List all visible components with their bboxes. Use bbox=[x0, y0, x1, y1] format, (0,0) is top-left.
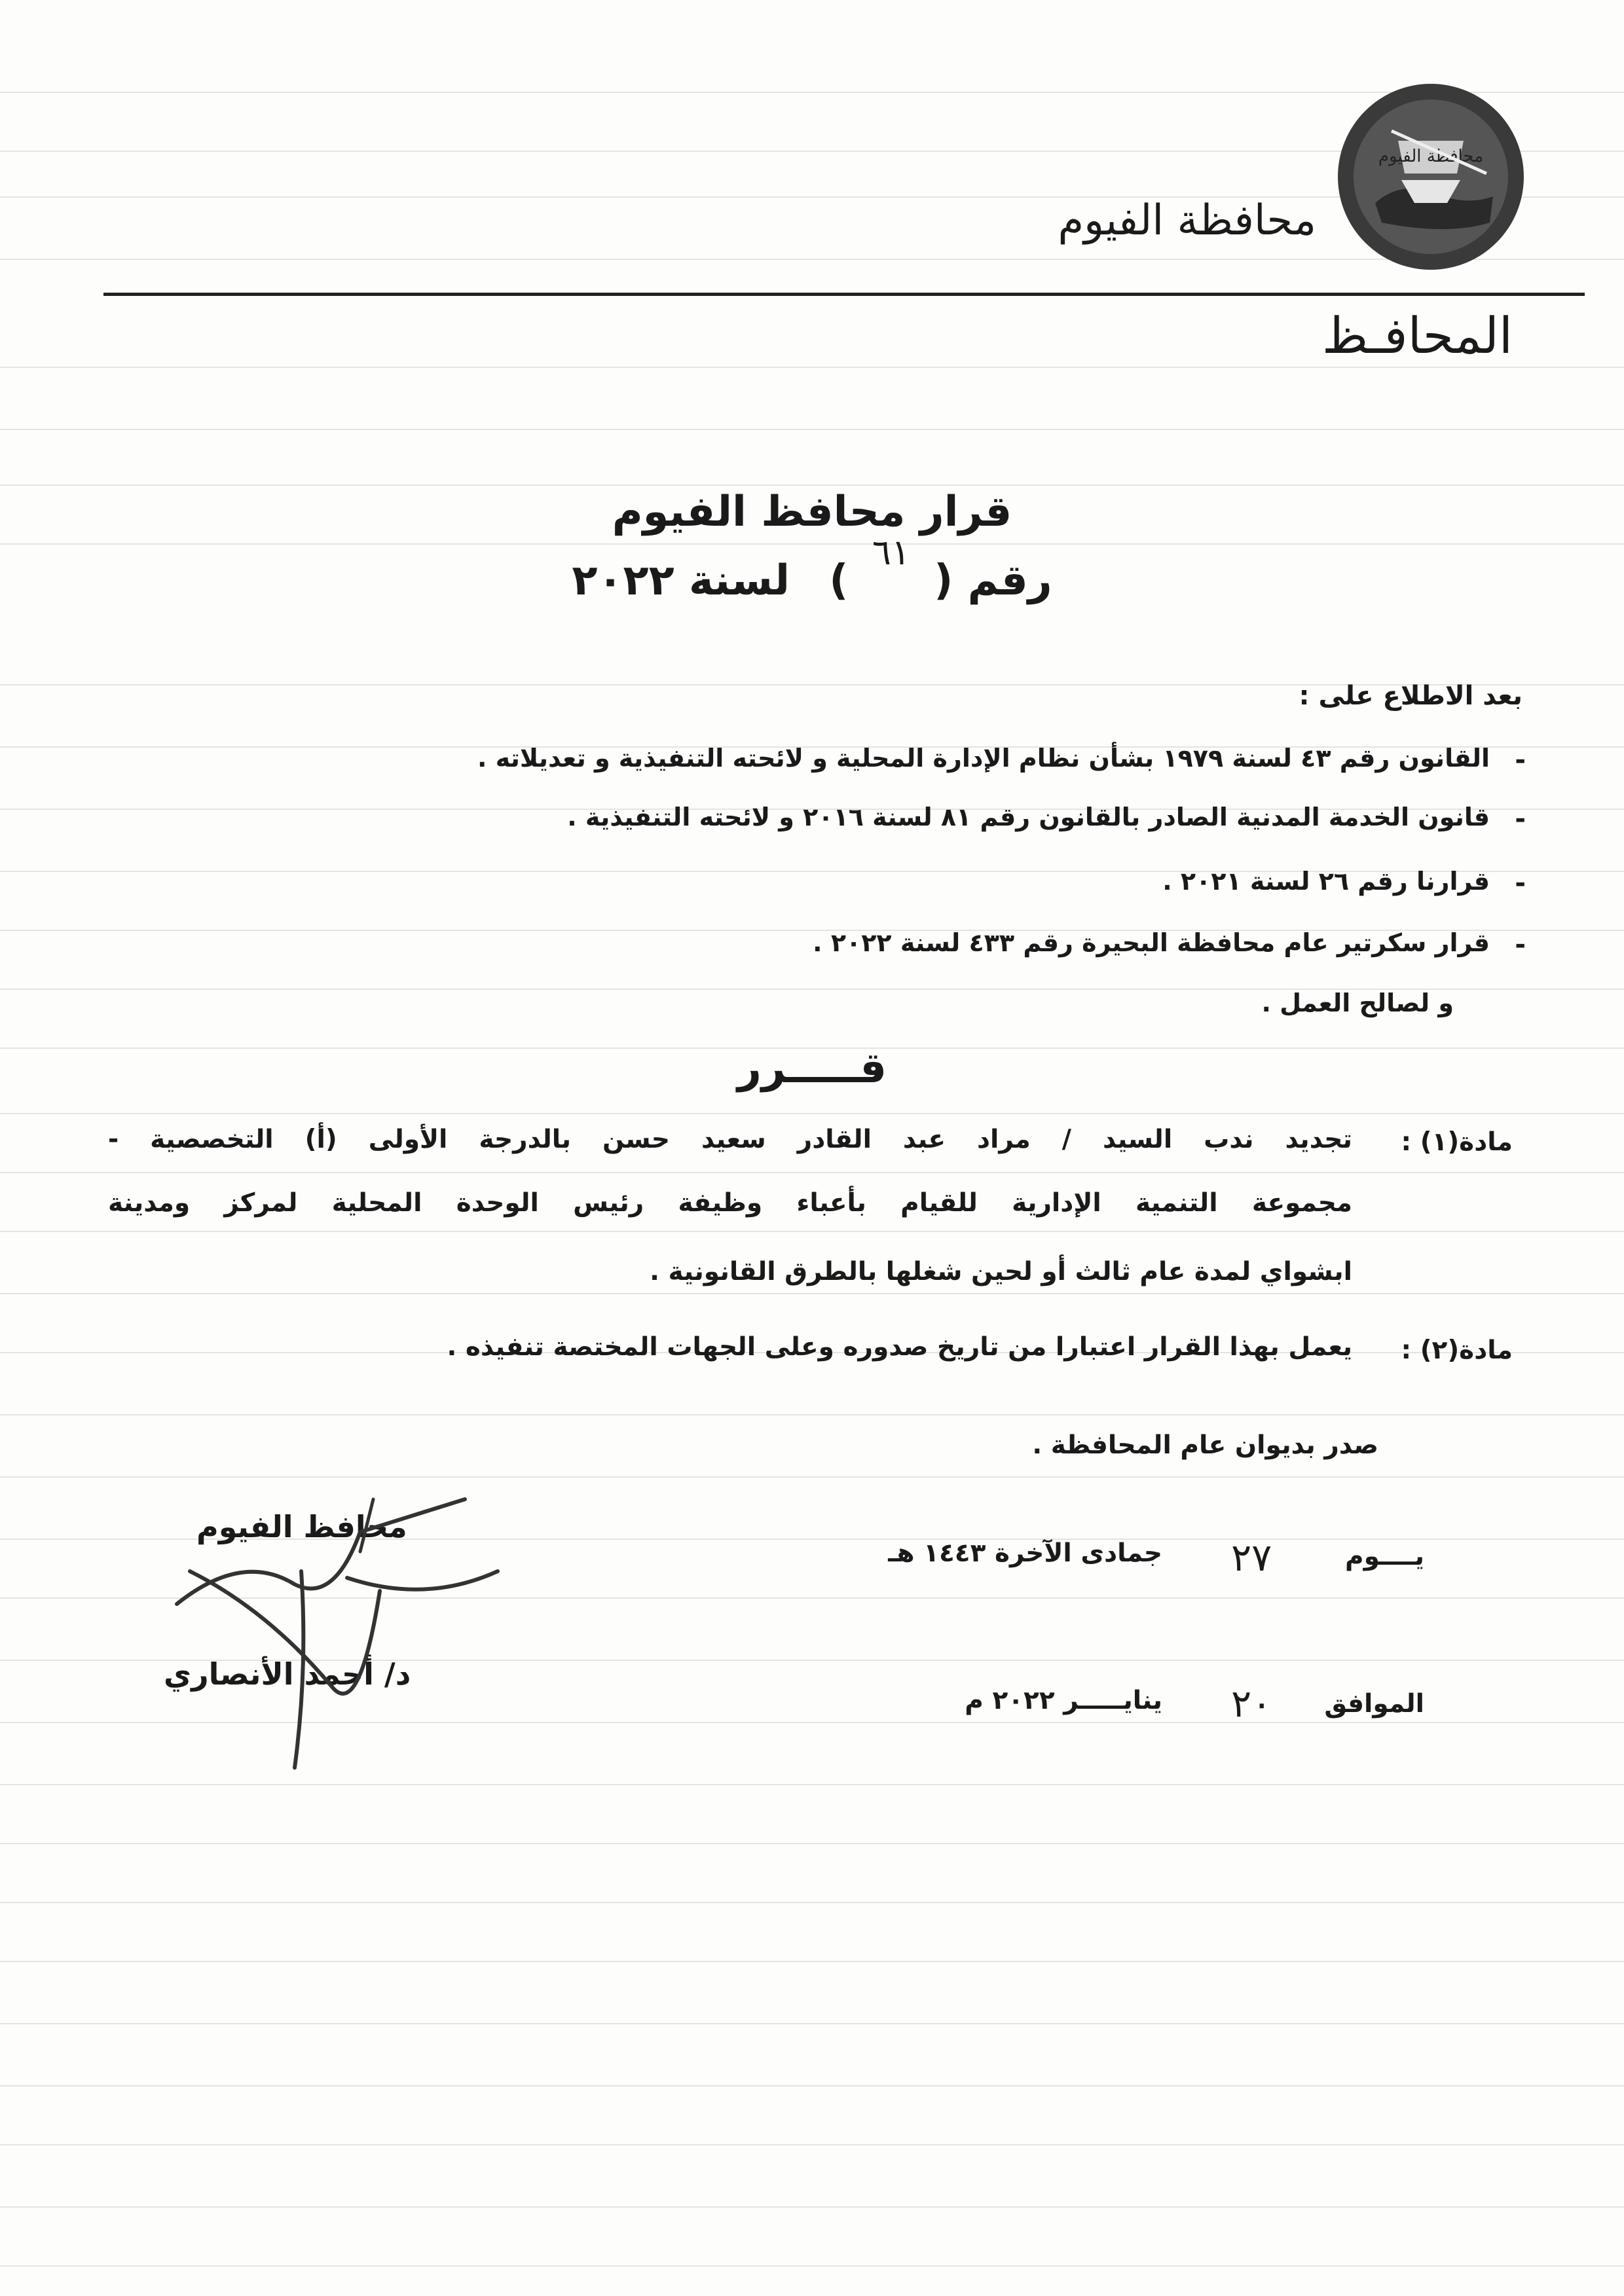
article-1-label: مادة(١) : bbox=[1401, 1127, 1513, 1157]
article-2-line: يعمل بهذا القرار اعتبارا من تاريخ صدوره وعلى الجهات المختصة تنفيذه . bbox=[447, 1332, 1352, 1362]
signatory-name: د/ أحمد الأنصاري bbox=[164, 1656, 411, 1692]
article-1-line: مجموعة التنمية الإدارية للقيام بأعباء وظيفة رئيس الوحدة المحلية لمركز ومدينة bbox=[108, 1188, 1352, 1218]
header-divider bbox=[103, 293, 1585, 296]
number-label: رقم ( bbox=[934, 556, 1052, 605]
handwritten-number: ٦١ bbox=[872, 532, 910, 573]
bullet-dash: - bbox=[1515, 745, 1526, 775]
seal-text: محافظة الفيوم bbox=[1378, 147, 1484, 166]
bullet-dash: - bbox=[1515, 930, 1526, 960]
article-1-line: تجديد ندب السيد / مراد عبد القادر سعيد حسن بالدرجة الأولى (أ) التخصصية - bbox=[108, 1125, 1352, 1154]
preamble-item: القانون رقم ٤٣ لسنة ١٩٧٩ بشأن نظام الإدارة المحلية و لائحته التنفيذية و تعديلاته . bbox=[477, 744, 1490, 773]
bullet-dash: - bbox=[1515, 804, 1526, 834]
day-label: يــــوم bbox=[1345, 1542, 1424, 1571]
office-title: المحافـظ bbox=[1321, 306, 1513, 365]
hijri-date: جمادى الآخرة ١٤٤٣ هـ bbox=[888, 1539, 1162, 1568]
public-interest-line: و لصالح العمل . bbox=[1261, 989, 1454, 1017]
preamble-intro: بعد الاطلاع على : bbox=[1299, 681, 1522, 711]
issued-statement: صدر بديوان عام المحافظة . bbox=[1032, 1430, 1378, 1460]
number-close: ) bbox=[829, 556, 849, 605]
signatory-title: محافظ الفيوم bbox=[196, 1509, 407, 1544]
decree-year: لسنة ٢٠٢٢ bbox=[572, 556, 790, 605]
preamble-item: قرار سكرتير عام محافظة البحيرة رقم ٤٣٣ لسنة ٢٠٢٢ . bbox=[813, 928, 1490, 957]
day-value: ٢٧ bbox=[1231, 1535, 1272, 1580]
greg-day: ٢٠ bbox=[1231, 1681, 1272, 1726]
article-2-label: مادة(٢) : bbox=[1401, 1336, 1513, 1365]
bullet-dash: - bbox=[1515, 868, 1526, 898]
decision-heading: قـــــرر bbox=[737, 1044, 887, 1093]
decree-title: قرار محافظ الفيوم bbox=[612, 488, 1012, 536]
governorate-name: محافظة الفيوم bbox=[1058, 196, 1316, 245]
governorate-seal-icon bbox=[1336, 82, 1526, 272]
article-1-line: ابشواي لمدة عام ثالث أو لحين شغلها بالطرق القانونية . bbox=[650, 1257, 1352, 1286]
preamble-item: قرارنا رقم ٢٦ لسنة ٢٠٢١ . bbox=[1162, 867, 1490, 896]
preamble-item: قانون الخدمة المدنية الصادر بالقانون رقم ٨١ لسنة ٢٠١٦ و لائحته التنفيذية . bbox=[567, 803, 1490, 831]
decree-number-line bbox=[0, 532, 1624, 605]
corresponding-label: الموافق bbox=[1324, 1689, 1424, 1719]
gregorian-date: ينايـــــر ٢٠٢٢ م bbox=[965, 1686, 1162, 1715]
handwritten-signature bbox=[164, 1473, 504, 1774]
